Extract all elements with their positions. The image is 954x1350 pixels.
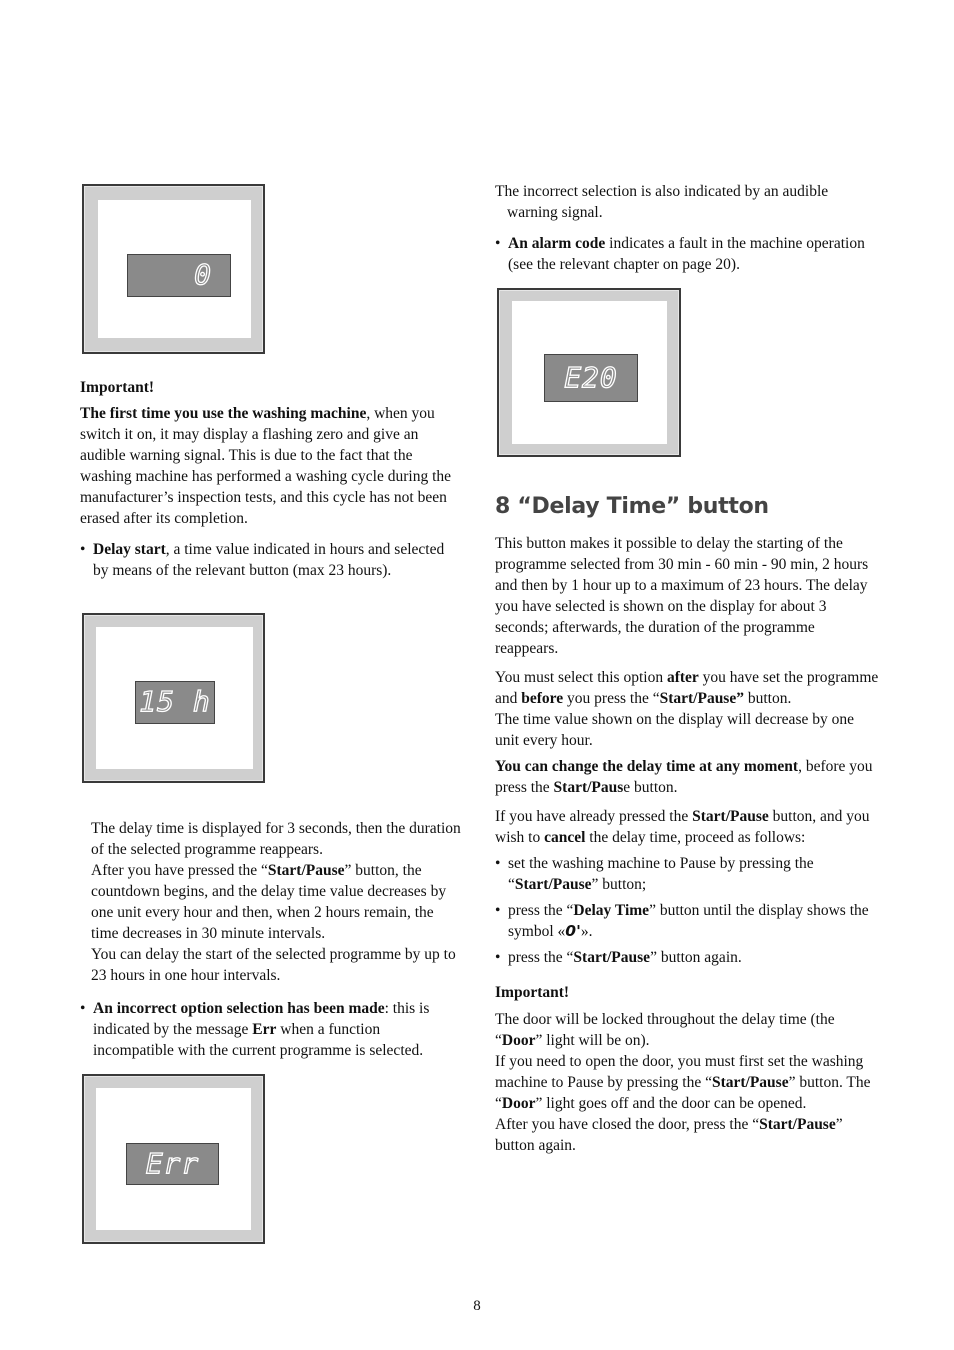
important-title-left: Important! <box>80 379 155 396</box>
closed-door-paragraph: After you have closed the door, press the “Start/Pause” button again. <box>495 1116 843 1154</box>
decrease-paragraph: The time value shown on the display will decrease by one unit every hour. <box>495 711 854 749</box>
change-delay-paragraph: You can change the delay time at any moment, before you press the Start/Pause button. <box>495 758 873 796</box>
incorrect-audible-paragraph: The incorrect selection is also indicated by an audible warning signal. <box>495 183 829 221</box>
countdown-paragraph: After you have pressed the “Start/Pause” button, the countdown begins, and the delay time value decreases by one unit every hour and then, when 2 hours remain, the time decreases in 30 minute intervals. <box>91 862 447 942</box>
page-number: 8 <box>473 1298 481 1314</box>
bullet-set-pause: • set the washing machine to Pause by pressing the “Start/Pause” button; <box>495 853 880 895</box>
delay-display-paragraph: The delay time is displayed for 3 seconds, then the duration of the selected programme reappears. <box>91 820 461 858</box>
display-delay-frame <box>82 613 265 783</box>
display-zero-text: 0 <box>194 258 212 291</box>
open-door-paragraph: If you need to open the door, you must first set the washing machine to Pause by pressing the “Start/Pause” button. The “Door” light goes off and the door can be opened. <box>495 1053 871 1112</box>
important-title-right: Important! <box>495 984 570 1001</box>
left-text-block-1 <box>80 377 462 581</box>
bullet-press-delay-time: • press the “Delay Time” button until the display shows the symbol «0'». <box>495 900 880 942</box>
zero-symbol: 0' <box>565 922 581 940</box>
delay-time-heading: 8 “Delay Time” button <box>495 494 769 519</box>
display-error-readout <box>126 1143 219 1185</box>
display-error-frame <box>82 1074 265 1244</box>
right-text-block-2 <box>495 533 880 1156</box>
delay-button-description: This button makes it possible to delay the starting of the programme selected from 30 min - 60 min - 90 min, 2 hours and then by 1 hour up to a maximum of 23 hours. The delay you have selected is shown on the display for about 3 seconds; afterwards, the duration of the programme reappears. <box>495 535 869 657</box>
bullet-alarm-code: • An alarm code indicates a fault in the machine operation (see the relevant chapter on page 20). <box>495 233 880 275</box>
max-delay-paragraph: You can delay the start of the selected programme by up to 23 hours in one hour intervals. <box>91 946 456 984</box>
cancel-intro-paragraph: If you have already pressed the Start/Pause button, and you wish to cancel the delay time, proceed as follows: <box>495 808 870 846</box>
right-text-block-1 <box>495 181 880 275</box>
display-zero-frame <box>82 184 265 354</box>
left-text-block-3 <box>80 998 464 1061</box>
display-alarm-readout <box>544 354 638 402</box>
first-use-paragraph: The first time you use the washing machine, when you switch it on, it may display a flashing zero and give an audible warning signal. This is due to the fact that the washing machine has performed a washing cycle during the manufacturer’s inspection tests, and this cycle has not been erased after its completion. <box>80 405 452 527</box>
display-error-text: Err <box>145 1147 200 1180</box>
display-delay-text: 15 h <box>139 685 211 718</box>
bullet-incorrect-option: • An incorrect option selection has been made: this is indicated by the message Err when a function incompatible with the current programme is selected. <box>80 998 464 1061</box>
display-delay-readout <box>135 681 215 724</box>
display-zero-readout <box>127 254 231 297</box>
select-after-before-paragraph: You must select this option after you have set the programme and before you press the “Start/Pause” button. <box>495 669 879 707</box>
left-text-block-2 <box>91 818 463 986</box>
bullet-press-start-again: • press the “Start/Pause” button again. <box>495 947 880 968</box>
display-alarm-frame <box>497 288 681 457</box>
display-alarm-text: E20 <box>564 361 618 394</box>
bullet-delay-start: • Delay start, a time value indicated in hours and selected by means of the relevant button (max 23 hours). <box>80 539 462 581</box>
door-locked-paragraph: The door will be locked throughout the delay time (the “Door” light will be on). <box>495 1011 835 1049</box>
